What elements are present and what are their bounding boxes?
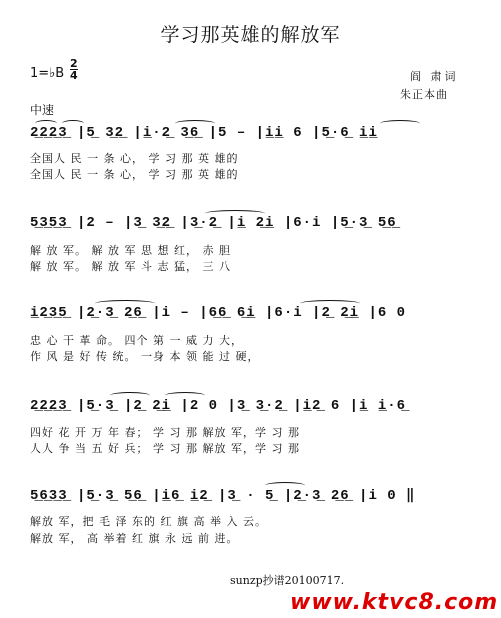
time-signature-denominator: 4 xyxy=(70,69,78,82)
key-signature: 1=♭B xyxy=(30,66,65,81)
slur-mark xyxy=(265,482,305,489)
tempo-marking: 中速 xyxy=(30,103,55,117)
slur-mark xyxy=(300,300,360,307)
transcriber-note: sunzp抄谱20100717. xyxy=(230,574,345,587)
site-watermark: www.ktvc8.com xyxy=(290,590,499,615)
slur-mark xyxy=(175,120,215,127)
slur-mark xyxy=(165,392,205,399)
slur-mark xyxy=(380,120,420,127)
notation-line-1: 2̲2̲2̲3̲ |5̲ 3̲2̲ |i̲·2̲ 3̲6̲ |5 – |i̲i̲ 6 |5̲·6̲ i̲i̲ xyxy=(30,125,378,141)
notation-line-4: 2̲2̲2̲3̲ |5̲·3̲ |2̲ 2̲i̲ |2 0 |3̲ 3̲·2̲ |i̲2̲ 6 |i̲ i̲·6̲ xyxy=(30,398,407,414)
slur-mark xyxy=(35,120,57,127)
time-signature xyxy=(70,58,78,81)
lyric-line-3-verse-2: 作 风 是 好 传 统。 一身 本 领 能 过 硬， xyxy=(30,350,260,363)
slur-mark xyxy=(110,392,150,399)
composer-credit: 朱正本曲 xyxy=(400,88,448,101)
slur-mark xyxy=(95,300,155,307)
time-signature-numerator: 2 xyxy=(70,57,78,70)
lyric-line-5-verse-2: 解放 军， 高 举着 红 旗 永 远 前 进。 xyxy=(30,532,239,545)
lyric-line-4-verse-1: 四好 花 开 万 年 春； 学 习 那 解放 军，学 习 那 xyxy=(30,426,300,439)
notation-line-3: i̲2̲3̲5̲ |2̲·3̲ 2̲6̲ |i – |6̲6̲ 6̲i̲ |6·i |2̲ 2̲i̲ |6 0 xyxy=(30,305,407,321)
slur-mark xyxy=(62,120,84,127)
lyric-line-1-verse-1: 全国人 民 一 条 心， 学 习 那 英 雄的 xyxy=(30,152,239,165)
lyric-line-4-verse-2: 人人 争 当 五 好 兵； 学 习 那 解放 军，学 习 那 xyxy=(30,442,300,455)
notation-line-5: 5̲6̲3̲3̲ |5̲·3̲ 5̲6̲ |i̲6̲ i̲2̲ |3̲ · 5̲ |2̲·3̲ 2̲6̲ |i 0 ‖ xyxy=(30,488,416,504)
slur-mark xyxy=(205,210,265,217)
notation-line-2: 5̲3̲5̲3̲ |2 – |3̲ 3̲2̲ |3̲·2̲ |i̲ 2̲i̲ |6·i |5̲·3̲ 5̲6̲ xyxy=(30,215,397,231)
lyric-line-2-verse-1: 解 放 军。 解 放 军 思 想 红， 赤 胆 xyxy=(30,244,231,257)
lyric-line-5-verse-1: 解放 军，把 毛 泽 东的 红 旗 高 举 入 云。 xyxy=(30,515,267,528)
lyric-line-3-verse-1: 忠 心 干 革 命。 四个 第 一 威 力 大， xyxy=(30,334,243,347)
lyric-line-1-verse-2: 全国人 民 一 条 心， 学 习 那 英 雄的 xyxy=(30,168,239,181)
lyricist-credit: 阎 肃词 xyxy=(410,70,459,83)
song-title: 学习那英雄的解放军 xyxy=(160,24,341,46)
lyric-line-2-verse-2: 解 放 军。 解 放 军 斗 志 猛， 三 八 xyxy=(30,260,231,273)
